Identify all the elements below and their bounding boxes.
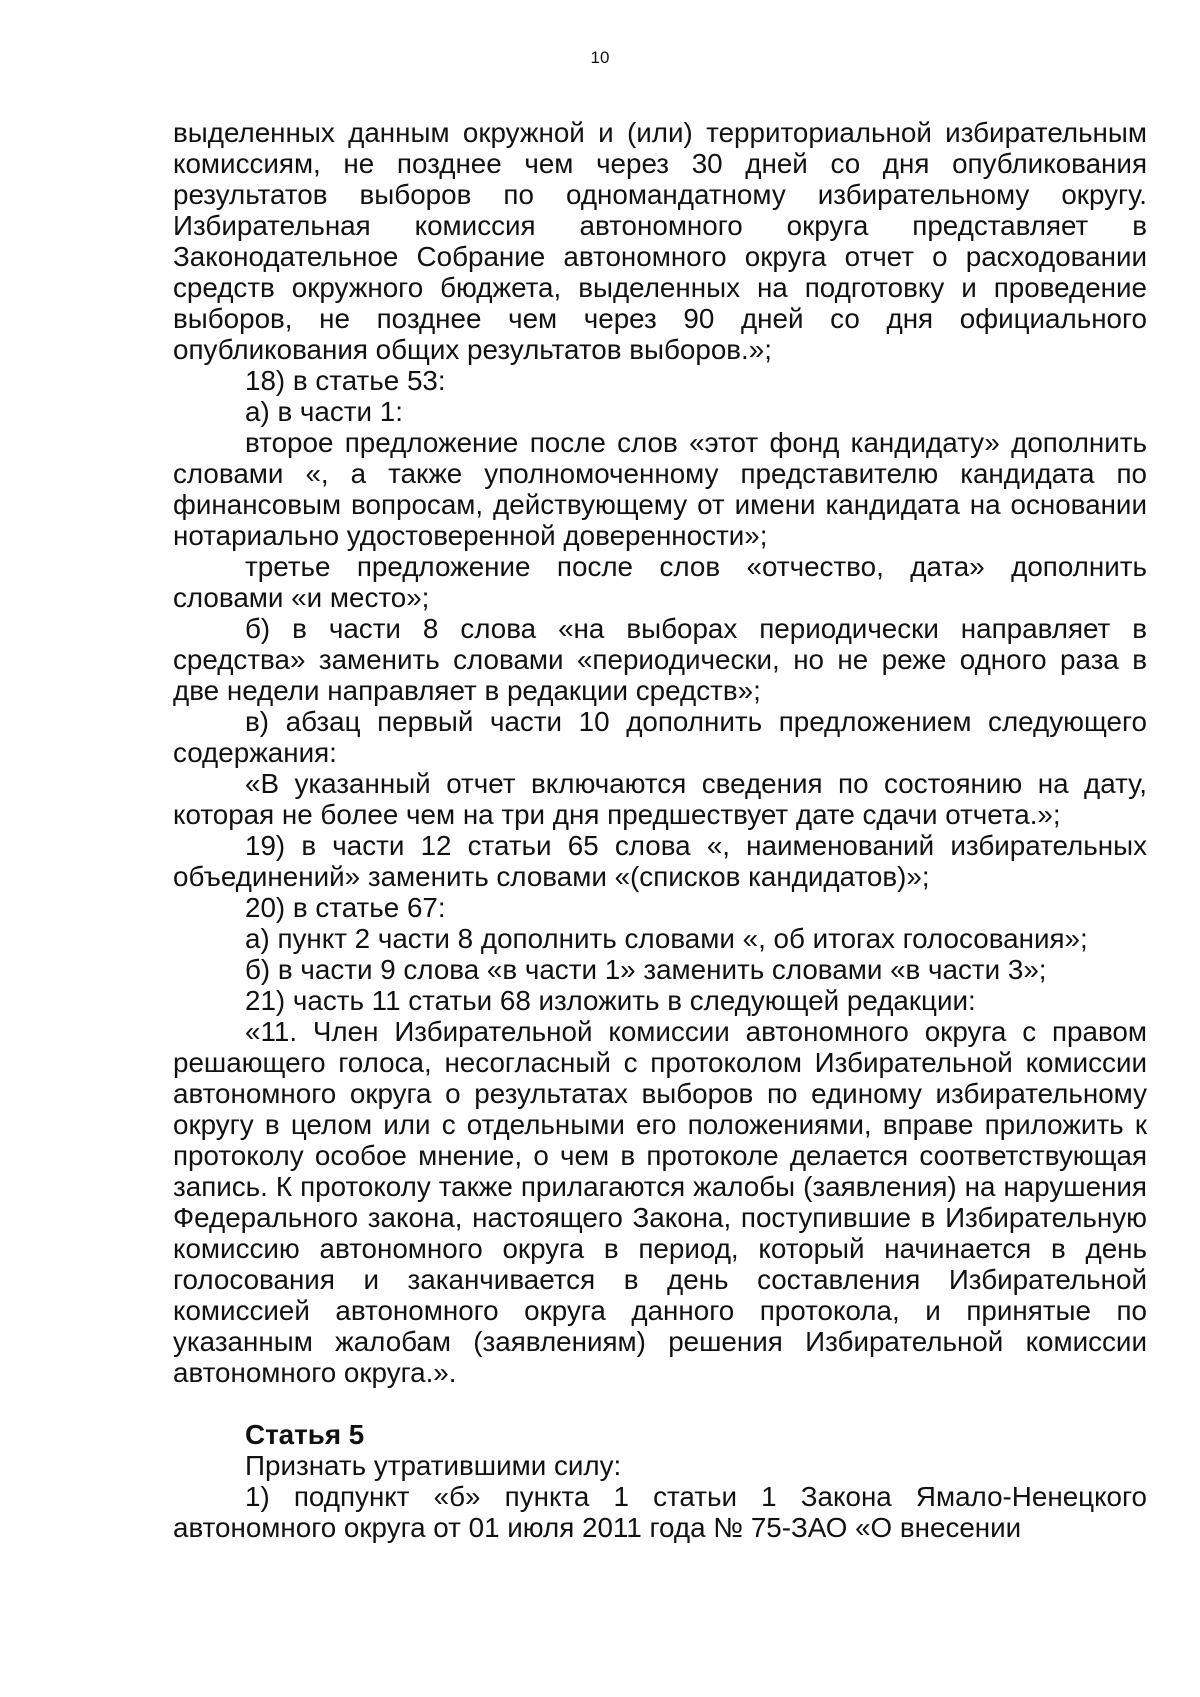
quoted-sentence: «В указанный отчет включаются сведения по состоянию на дату, которая не более чем на три дня предшествует дате сдачи отчета.»; — [173, 768, 1147, 830]
paragraph-third-sentence: третье предложение после слов «отчество, дата» дополнить словами «и место»; — [173, 551, 1147, 613]
list-item-21: 21) часть 11 статьи 68 изложить в следующей редакции: — [245, 985, 976, 1016]
article-intro: Признать утратившими силу: — [245, 1450, 622, 1481]
quoted-part-11: «11. Член Избирательной комиссии автономного округа с правом решающего голоса, несогласный с протоколом Избирательной комиссии автономного округа о результатах выборов по единому избирательному округу в целом или с отдельными его положениями, вправе приложить к протоколу особое мнение, о чем в протоколе делается соответствующая запись. К протоколу также прилагаются жалобы (заявления) на нарушения Федерального закона, настоящего Закона, поступившие в Избирательную комиссию автономного округа в период, который начинается в день голосования и заканчивается в день составления Избирательной комиссией автономного округа данного протокола, и принятые по указанным жалобам (заявлениям) решения Избирательной комиссии автономного округа.». — [173, 1016, 1147, 1388]
paragraph-continuation: выделенных данным окружной и (или) территориальной избирательным комиссиям, не позднее чем через 30 дней со дня опубликования результатов выборов по одномандатному избирательному округу. Избирательная комиссия автономного округа представляет в Законодательное Собрание автономного округа отчет о расходовании средств окружного бюджета, выделенных на подготовку и проведение выборов, не позднее чем через 90 дней со дня официального опубликования общих результатов выборов.»; — [173, 117, 1147, 365]
paragraph-second-sentence: второе предложение после слов «этот фонд кандидату» дополнить словами «, а также уполномоченному представителю кандидата по финансовым вопросам, действующему от имени кандидата на основании нотариально удостоверенной доверенности»; — [173, 427, 1147, 551]
document-body — [173, 117, 1147, 1543]
sub-item-v: в) абзац первый части 10 дополнить предложением следующего содержания: — [173, 706, 1147, 768]
list-item-19: 19) в части 12 статьи 65 слова «, наименований избирательных объединений» заменить словами «(списков кандидатов)»; — [173, 830, 1147, 892]
article-heading: Статья 5 — [245, 1419, 365, 1450]
sub-item-a: а) в части 1: — [245, 396, 403, 427]
sub-item-b: б) в части 8 слова «на выборах периодически направляет в средства» заменить словами «периодически, но не реже одного раза в две недели направляет в редакции средств»; — [173, 613, 1147, 706]
article-item-1: 1) подпункт «б» пункта 1 статьи 1 Закона Ямало-Ненецкого автономного округа от 01 июля 2011 года № 75-ЗАО «О внесении — [173, 1481, 1147, 1543]
list-item-20: 20) в статье 67: — [245, 892, 446, 923]
page-number: 10 — [590, 48, 610, 67]
sub-item-b-67: б) в части 9 слова «в части 1» заменить словами «в части 3»; — [245, 954, 1047, 985]
sub-item-a-67: а) пункт 2 части 8 дополнить словами «, об итогах голосования»; — [245, 923, 1088, 954]
list-item-18: 18) в статье 53: — [245, 365, 446, 396]
